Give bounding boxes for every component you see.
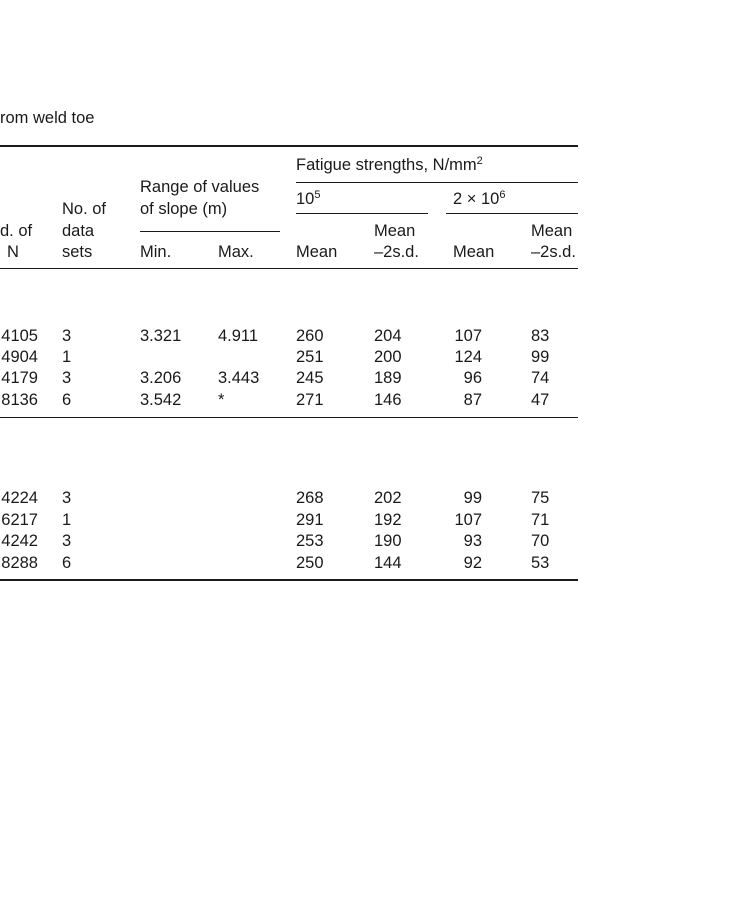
cell-mean-2e6: 92	[463, 554, 482, 572]
cell-mean2sd-1e5: 146	[374, 391, 402, 409]
cell-sd: 4179	[1, 369, 38, 387]
sd-heading-line2: N	[7, 243, 19, 261]
cell-mean-1e5: 260	[296, 327, 324, 345]
cell-mean-2e6: 93	[463, 532, 482, 550]
group-2e6-heading: $2 \times 10^6$	[453, 189, 506, 208]
g2-mean-heading: Mean	[453, 243, 495, 261]
cell-mean2sd-2e6: 70	[531, 532, 550, 550]
cell-mean2sd-2e6: 71	[531, 511, 550, 529]
cell-mean-2e6: 96	[463, 369, 482, 387]
cell-mean2sd-1e5: 189	[374, 369, 402, 387]
cell-mean-2e6: 107	[454, 327, 482, 345]
cell-n: 3	[62, 369, 72, 387]
col-max-heading: Max.	[218, 243, 254, 261]
cell-mean2sd-1e5: 200	[374, 348, 402, 366]
top-rule	[0, 145, 578, 147]
cell-mean-1e5: 291	[296, 511, 324, 529]
cell-n: 3	[62, 532, 72, 550]
cell-mean2sd-2e6: 99	[531, 348, 550, 366]
section-divider-rule	[0, 417, 578, 418]
range-heading-line2: of slope (m)	[140, 200, 228, 218]
cell-n: 3	[62, 327, 72, 345]
group-1e5-heading: $10^5$	[296, 189, 321, 208]
fatigue-strengths-heading: Fatigue strengths, $N/mm^2$	[296, 155, 483, 174]
cell-n: 1	[62, 348, 72, 366]
fatigue-heading-rule	[296, 182, 578, 183]
cell-max: 3.443	[218, 369, 260, 387]
group-1e5-rule	[296, 213, 428, 214]
cell-mean2sd-2e6: 74	[531, 369, 550, 387]
table-caption: rom weld toe	[0, 109, 95, 127]
cell-mean2sd-2e6: 47	[531, 391, 550, 409]
cell-mean-1e5: 245	[296, 369, 324, 387]
g1-mean-heading: Mean	[296, 243, 338, 261]
cell-n: 1	[62, 511, 72, 529]
cell-mean-2e6: 99	[463, 489, 482, 507]
cell-mean-1e5: 251	[296, 348, 324, 366]
cell-mean2sd-1e5: 202	[374, 489, 402, 507]
nsets-heading-line2: data	[62, 222, 95, 240]
cell-mean-1e5: 253	[296, 532, 324, 550]
cell-sd: 6217	[1, 511, 38, 529]
cell-sd: 8136	[1, 391, 38, 409]
col-min-heading: Min.	[140, 243, 172, 261]
cell-mean-2e6: 124	[454, 348, 482, 366]
cell-max: *	[218, 391, 225, 409]
g2-mean2sd-line2: –2s.d.	[531, 243, 576, 261]
cell-n: 6	[62, 391, 72, 409]
cell-mean-2e6: 87	[463, 391, 482, 409]
cell-n: 6	[62, 554, 72, 572]
range-heading-line1: Range of values	[140, 178, 260, 196]
cell-min: 3.321	[140, 327, 182, 345]
sd-heading-line1: d. of	[0, 222, 33, 240]
nsets-heading-line1: No. of	[62, 200, 107, 218]
cell-sd: 8288	[1, 554, 38, 572]
cell-mean2sd-2e6: 53	[531, 554, 550, 572]
cell-max: 4.911	[218, 327, 259, 345]
cell-min: 3.206	[140, 369, 182, 387]
cell-min: 3.542	[140, 391, 182, 409]
g1-mean2sd-line2: –2s.d.	[374, 243, 419, 261]
cell-mean2sd-2e6: 83	[531, 327, 550, 345]
cell-mean-2e6: 107	[454, 511, 482, 529]
cell-mean-1e5: 250	[296, 554, 324, 572]
nsets-heading-line3: sets	[62, 243, 93, 261]
header-bottom-rule	[0, 268, 578, 269]
group-2e6-rule	[446, 213, 578, 214]
cell-sd: 4224	[1, 489, 38, 507]
cell-mean2sd-2e6: 75	[531, 489, 550, 507]
cell-n: 3	[62, 489, 72, 507]
g1-mean2sd-line1: Mean	[374, 222, 416, 240]
cell-mean-1e5: 268	[296, 489, 324, 507]
cell-mean-1e5: 271	[296, 391, 324, 409]
cell-mean2sd-1e5: 192	[374, 511, 402, 529]
g2-mean2sd-line1: Mean	[531, 222, 573, 240]
cell-mean2sd-1e5: 190	[374, 532, 402, 550]
cell-mean2sd-1e5: 144	[374, 554, 402, 572]
bottom-rule	[0, 579, 578, 581]
cell-sd: 4904	[1, 348, 38, 366]
range-heading-rule	[140, 231, 280, 232]
cell-mean2sd-1e5: 204	[374, 327, 402, 345]
cell-sd: 4105	[1, 327, 38, 345]
cell-sd: 4242	[1, 532, 38, 550]
